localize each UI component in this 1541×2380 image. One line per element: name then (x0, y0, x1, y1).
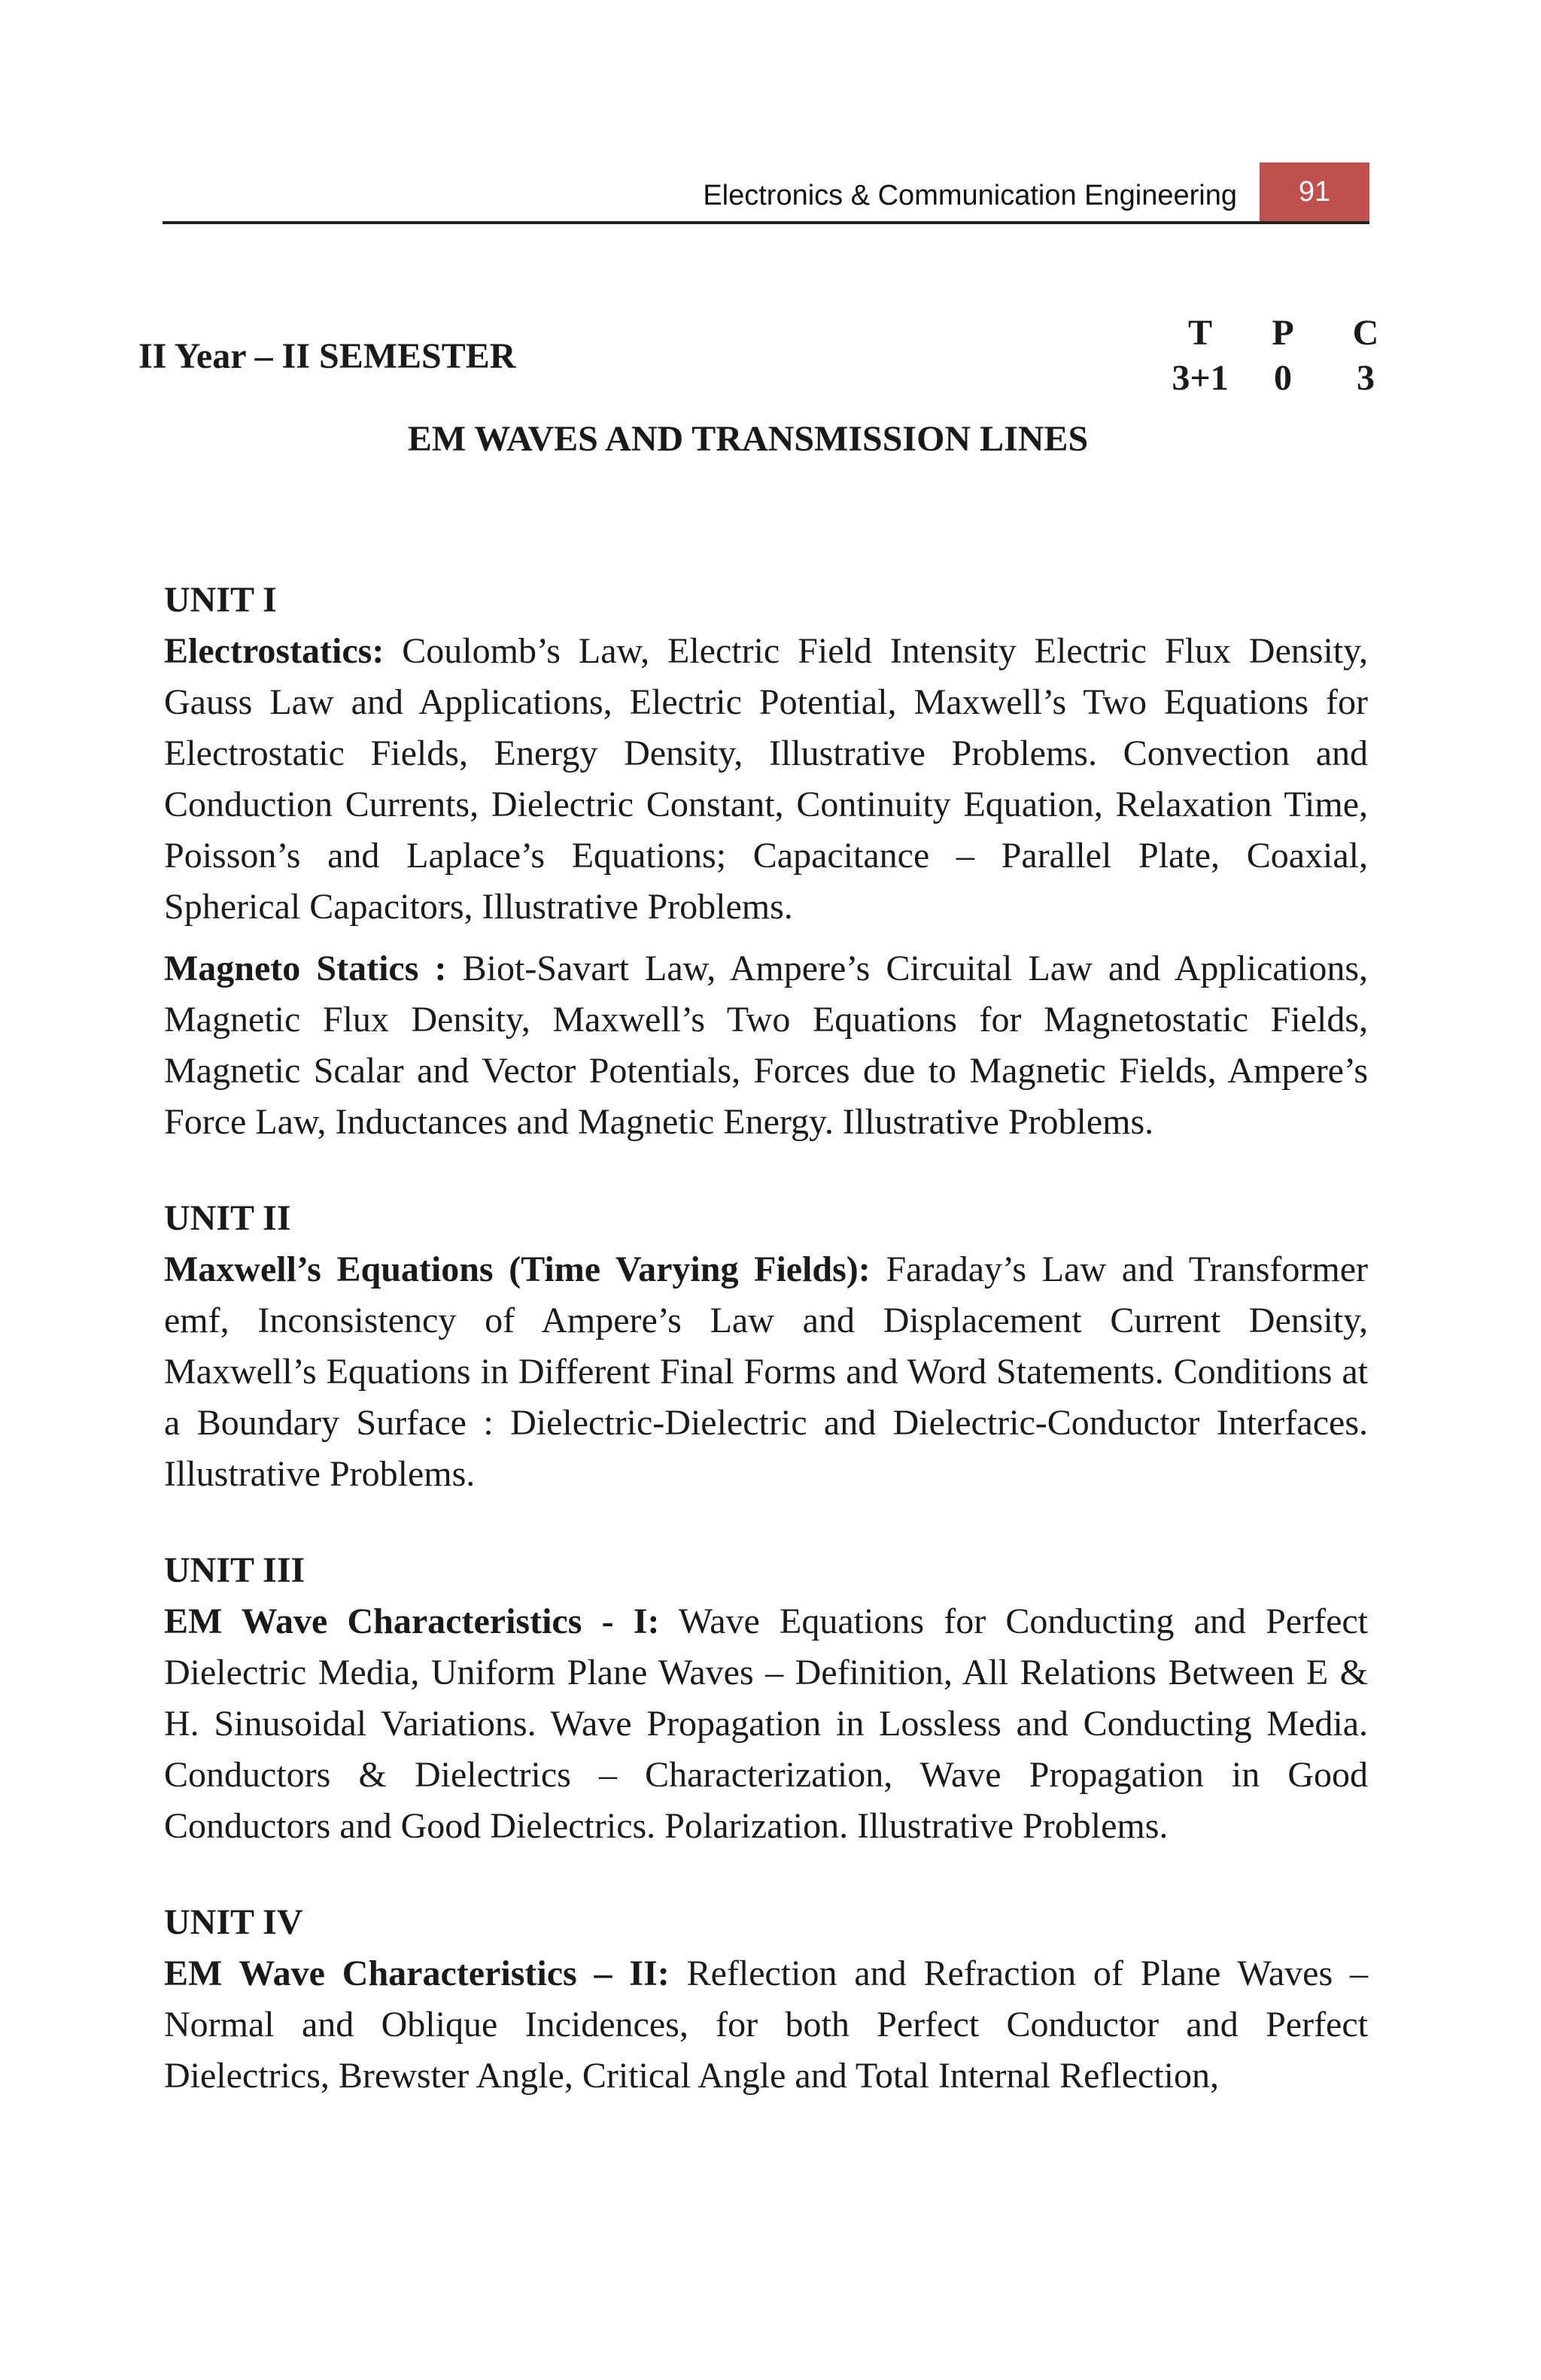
unit-heading: UNIT III (164, 1550, 305, 1590)
unit-2 (164, 1193, 1368, 1500)
unit-paragraph (164, 943, 1368, 1148)
unit-4 (164, 1897, 1368, 2102)
unit-heading: UNIT I (164, 580, 277, 620)
topic-term: Electrostatics: (164, 631, 384, 671)
unit-heading: UNIT II (164, 1198, 291, 1238)
credits-label-t: T (1187, 312, 1212, 353)
unit-1 (164, 575, 1368, 1148)
page-number: 91 (1260, 162, 1369, 221)
unit-paragraph (164, 1596, 1368, 1852)
topic-text: Coulomb’s Law, Electric Field Intensity Electric Flux Density, Gauss Law and Applications, Electric Potential, Maxwell’s Two Equations for Electrostatic Fields, Energy Density, Illustrative Problems. Convection and Conduction Currents, Dielectric Constant, Continuity Equation, Relaxation Time, Poisson’s and Laplace’s Equations; Capacitance – Parallel Plate, Coaxial, Spherical Capacitors, Illustrative Problems. (164, 631, 1368, 927)
unit-paragraph (164, 1948, 1368, 2102)
topic-term: Maxwell’s Equations (Time Varying Fields): (164, 1249, 871, 1289)
unit-paragraph (164, 1244, 1368, 1500)
credits-value-row (1159, 355, 1407, 400)
topic-term: EM Wave Characteristics - I: (164, 1601, 660, 1641)
topic-term: Magneto Statics : (164, 949, 447, 988)
page-header (163, 162, 1369, 224)
credits-header-row (1159, 310, 1407, 355)
topic-text: Reflection and Refraction of Plane Waves – Normal and Oblique Incidences, for both Perfect Conductor and Perfect Dielectrics, Brewster Angle, Critical Angle and Total Internal Reflection, (164, 1953, 1368, 2096)
credits-table (1159, 310, 1407, 400)
credits-value-p: 0 (1274, 357, 1292, 398)
course-title: EM WAVES AND TRANSMISSION LINES (407, 419, 1089, 459)
credits-value-t: 3+1 (1172, 357, 1229, 398)
topic-term: EM Wave Characteristics – II: (164, 1953, 670, 1993)
credits-value-c: 3 (1357, 357, 1375, 398)
credits-label-c: C (1352, 312, 1379, 353)
header-title: Electronics & Communication Engineering (703, 180, 1237, 211)
unit-paragraph (164, 626, 1368, 933)
topic-text: Biot-Savart Law, Ampere’s Circuital Law and Applications, Magnetic Flux Density, Maxwell’s Two Equations for Magnetostatic Fields, Magnetic Scalar and Vector Potentials, Forces due to Magnetic Fields, Ampere’s Force Law, Inductances and Magnetic Energy. Illustrative Problems. (164, 949, 1369, 1142)
topic-text: Wave Equations for Conducting and Perfect Dielectric Media, Uniform Plane Waves – Definition, All Relations Between E & H. Sinusoidal Variations. Wave Propagation in Lossless and Conducting Media. Conductors & Dielectrics – Characterization, Wave Propagation in Good Conductors and Good Dielectrics. Polarization. Illustrative Problems. (164, 1601, 1369, 1846)
unit-heading: UNIT IV (164, 1902, 303, 1942)
unit-3 (164, 1545, 1368, 1852)
credits-label-p: P (1272, 312, 1294, 353)
semester-label: II Year – II SEMESTER (138, 336, 516, 376)
syllabus-content (164, 575, 1368, 2147)
topic-text: Faraday’s Law and Transformer emf, Inconsistency of Ampere’s Law and Displacement Current Density, Maxwell’s Equations in Different Final Forms and Word Statements. Conditions at a Boundary Surface : Dielectric-Dielectric and Dielectric-Conductor Interfaces. Illustrative Problems. (164, 1249, 1368, 1494)
